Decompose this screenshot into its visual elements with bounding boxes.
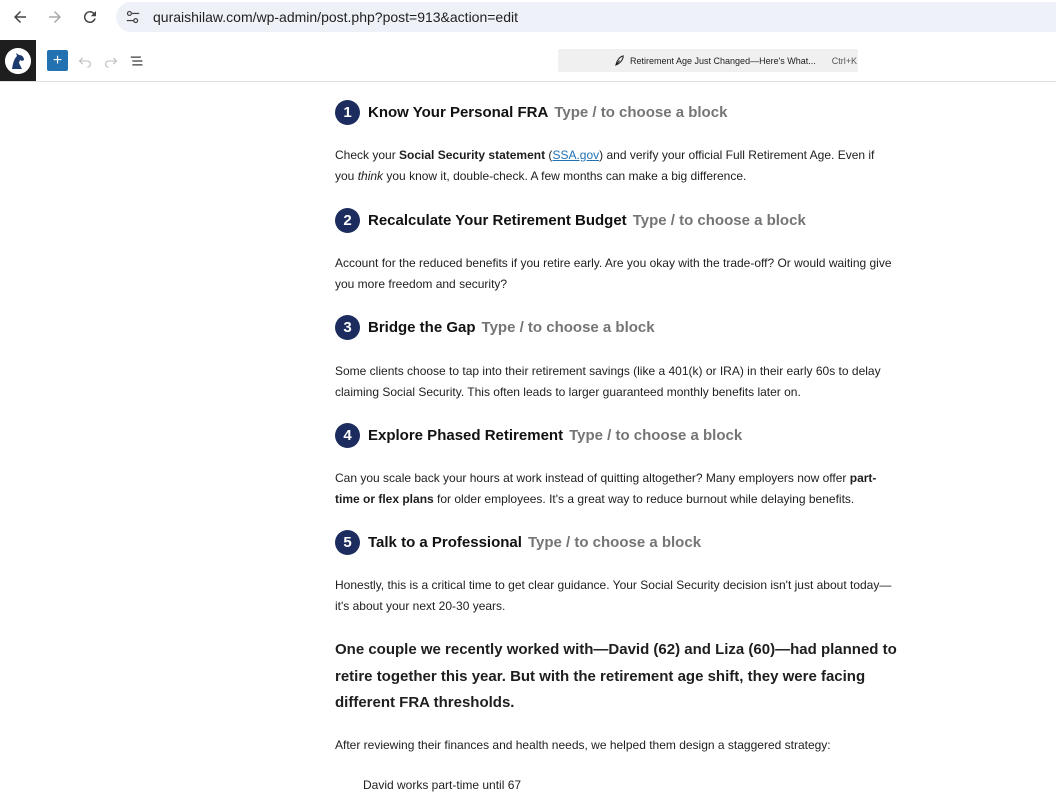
post-icon [614,55,626,67]
reload-icon[interactable] [78,5,102,29]
step-number-badge: 2 [335,208,360,233]
add-block-button[interactable]: + [47,50,68,71]
step-paragraph-1[interactable]: Check your Social Security statement (SSA.gov) and verify your official Full Retirement Age. Even if you think you know it, double-check. A few months can make a big difference. [335,148,875,183]
step-paragraph-3[interactable]: Some clients choose to tap into their retirement savings (like a 401(k) or IRA) in their early 60s to delay claiming Social Security. This often leads to larger guaranteed monthly benefits later on. [335,364,881,399]
undo-icon[interactable] [76,52,94,70]
strategy-paragraph[interactable]: After reviewing their finances and health needs, we helped them design a staggered strategy: [335,738,831,752]
step-heading-2[interactable] [335,208,806,233]
step-title: Know Your Personal FRA [368,104,549,121]
step-heading-5[interactable] [335,530,701,555]
url-text[interactable]: quraishilaw.com/wp-admin/post.php?post=913&action=edit [153,9,519,25]
redo-icon[interactable] [102,52,120,70]
editor-toolbar [0,40,1056,82]
step-heading-4[interactable] [335,423,742,448]
case-story-paragraph[interactable]: One couple we recently worked with—David (62) and Liza (60)—had planned to retire together this year. But with the retirement age shift, they were facing different FRA thresholds. [335,641,897,711]
step-title: Recalculate Your Retirement Budget [368,212,627,229]
step-heading-1[interactable] [335,100,727,125]
block-placeholder[interactable]: Type / to choose a block [554,104,728,121]
list-item[interactable]: David works part-time until 67 [363,778,522,792]
document-overview-icon[interactable] [128,52,146,70]
step-number-badge: 4 [335,423,360,448]
document-title: Retirement Age Just Changed—Here's What... [630,55,816,66]
address-bar[interactable] [116,2,1056,32]
step-paragraph-5[interactable]: Honestly, this is a critical time to get clear guidance. Your Social Security decision isn't just about today—it's about your next 20-30 years. [335,578,892,613]
site-logo[interactable] [0,40,36,81]
step-title: Bridge the Gap [368,319,476,336]
step-number-badge: 1 [335,100,360,125]
command-palette-bar[interactable] [558,49,858,72]
keyboard-shortcut: Ctrl+K [831,55,857,66]
ssa-link[interactable]: SSA.gov [552,148,600,162]
block-placeholder[interactable]: Type / to choose a block [481,319,655,336]
back-icon[interactable] [8,5,32,29]
step-paragraph-4[interactable]: Can you scale back your hours at work instead of quitting altogether? Many employers now offer part-time or flex plans for older employees. It's a great way to reduce burnout while delaying benefits. [335,471,877,506]
step-number-badge: 5 [335,530,360,555]
step-heading-3[interactable] [335,315,655,340]
browser-bar [0,0,1056,34]
block-placeholder[interactable]: Type / to choose a block [569,427,743,444]
step-title: Talk to a Professional [368,534,522,551]
step-paragraph-2[interactable]: Account for the reduced benefits if you retire early. Are you okay with the trade-off? Or would waiting give you more freedom and security? [335,256,892,291]
step-number-badge: 3 [335,315,360,340]
site-info-icon[interactable] [124,8,142,26]
forward-icon[interactable] [43,5,67,29]
block-placeholder[interactable]: Type / to choose a block [527,534,702,551]
step-title: Explore Phased Retirement [368,427,564,444]
block-placeholder[interactable]: Type / to choose a block [632,212,806,229]
